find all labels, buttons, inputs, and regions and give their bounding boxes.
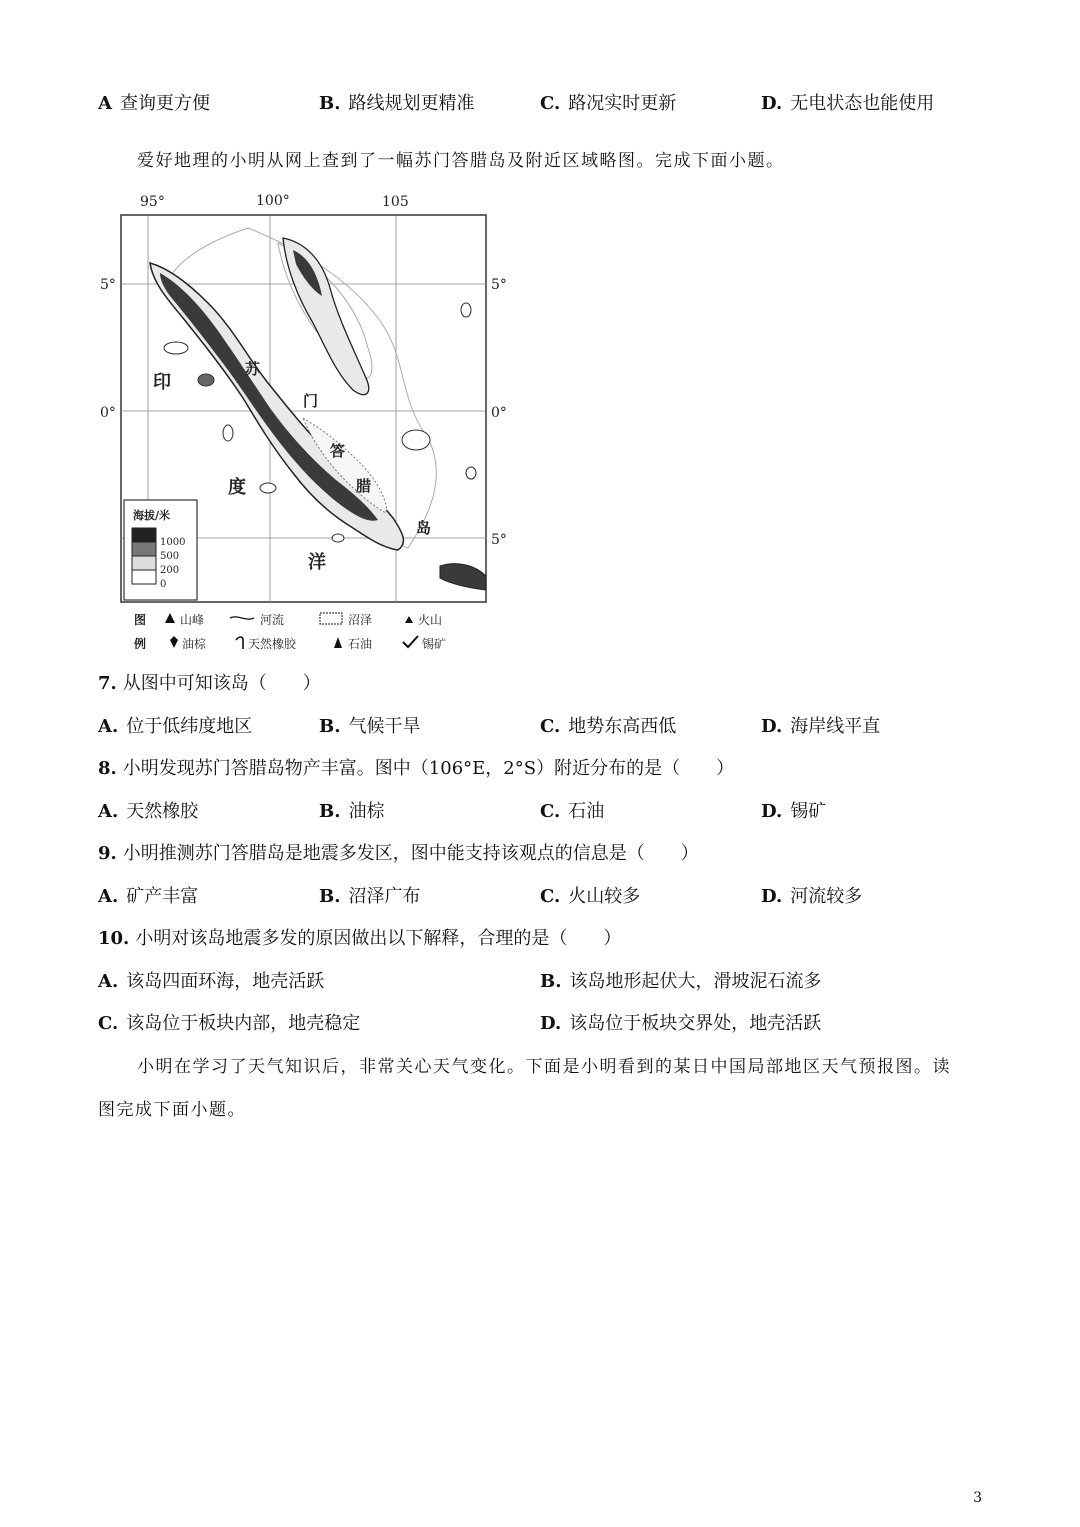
- petroleum-icon: [334, 637, 342, 648]
- question-9: [98, 843, 699, 865]
- elevation-swatch-sea: [132, 570, 156, 584]
- legend-item: 锡矿: [422, 637, 447, 651]
- question-text: 小明对该岛地震多发的原因做出以下解释，合理的是（ ）: [135, 928, 622, 949]
- q7-option-d: [761, 716, 880, 738]
- option-key: D.: [761, 93, 783, 114]
- lon-label-100: 100°: [256, 193, 290, 209]
- option-key: C.: [540, 801, 561, 822]
- question-number: 7.: [98, 673, 117, 694]
- option-text: 路况实时更新: [568, 93, 677, 114]
- legend-item: 沼泽: [348, 613, 373, 627]
- option-key: C.: [540, 716, 561, 737]
- swamp-icon: [320, 613, 342, 624]
- option-text: 路线规划更精准: [348, 93, 475, 114]
- option-text: 该岛位于板块内部，地壳稳定: [126, 1013, 361, 1034]
- q7-option-b: [319, 716, 420, 738]
- small-island: [461, 303, 471, 317]
- option-key: C.: [540, 886, 561, 907]
- river-icon: [230, 617, 254, 619]
- question-text: 小明推测苏门答腊岛是地震多发区，图中能支持该观点的信息是（ ）: [122, 843, 699, 864]
- lon-label-95: 95°: [140, 194, 165, 210]
- option-text: 火山较多: [568, 886, 641, 907]
- mountain-peak-icon: [165, 613, 175, 623]
- ocean-char-1: 印: [153, 372, 171, 393]
- ocean-char-2: 度: [228, 477, 246, 498]
- option-text: 油棕: [348, 801, 385, 822]
- q10-option-c: [98, 1013, 360, 1035]
- island-char-2: 门: [303, 392, 319, 410]
- option-text: 沼泽广布: [348, 886, 421, 907]
- legend-item: 天然橡胶: [248, 637, 297, 651]
- option-key: D.: [761, 886, 783, 907]
- question-text: 小明发现苏门答腊岛物产丰富。图中（106°E，2°S）附近分布的是（ ）: [122, 758, 735, 779]
- elevation-legend-title: 海拔/米: [133, 509, 171, 522]
- question-8: [98, 758, 734, 780]
- question-number: 8.: [98, 758, 117, 779]
- lat-label-left-0: 0°: [100, 405, 116, 421]
- island-char-3: 答: [330, 442, 346, 460]
- q9-option-c: [540, 886, 640, 908]
- q10-option-d: [540, 1013, 821, 1035]
- question-7: [98, 673, 321, 695]
- option-text: 气候干旱: [348, 716, 421, 737]
- lat-label-left-5n: 5°: [100, 277, 116, 293]
- option-text: 矿产丰富: [126, 886, 199, 907]
- option-text: 海岸线平直: [790, 716, 881, 737]
- island-char-4: 腊: [356, 477, 372, 495]
- tin-mine-icon: [403, 636, 418, 647]
- option-key: A.: [98, 801, 119, 822]
- q9-option-d: [761, 886, 862, 908]
- legend-item: 油棕: [182, 637, 207, 651]
- legend-label-tu: 图: [134, 613, 147, 627]
- option-key: D.: [761, 716, 783, 737]
- ocean-char-3: 洋: [308, 552, 326, 573]
- option-key: C.: [540, 93, 561, 114]
- q7-option-c: [540, 716, 676, 738]
- elevation-level: 200: [160, 565, 180, 576]
- option-text: 无电状态也能使用: [790, 93, 935, 114]
- legend-item: 山峰: [180, 613, 205, 627]
- q8-option-a: [98, 801, 198, 823]
- small-island: [260, 483, 276, 493]
- intro-paragraph-2-line-1: 小明在学习了天气知识后，非常关心天气变化。下面是小明看到的某日中国局部地区天气预报图。读: [137, 1057, 951, 1077]
- q9-option-b: [319, 886, 420, 908]
- small-island: [198, 374, 214, 386]
- question-text: 从图中可知该岛（ ）: [122, 673, 321, 694]
- legend-item: 火山: [418, 613, 443, 627]
- island-char-5: 岛: [416, 519, 432, 537]
- volcano-icon: [405, 616, 413, 623]
- sumatra-map-figure: [98, 188, 507, 653]
- option-key: B.: [319, 93, 341, 114]
- option-key: D.: [540, 1013, 562, 1034]
- legend-item: 河流: [260, 613, 285, 627]
- option-key: B.: [319, 801, 341, 822]
- lat-label-right-5n: 5°: [491, 277, 507, 293]
- q8-option-c: [540, 801, 604, 823]
- option-key: C.: [98, 1013, 119, 1034]
- option-text: 该岛位于板块交界处，地壳活跃: [569, 1013, 822, 1034]
- option-text: 查询更方便: [119, 93, 210, 114]
- option-key: A.: [98, 716, 119, 737]
- option-key: A.: [98, 886, 119, 907]
- option-key: D.: [761, 801, 783, 822]
- q8-option-d: [761, 801, 826, 823]
- q6-option-a: [98, 93, 210, 115]
- option-text: 河流较多: [790, 886, 863, 907]
- option-text: 该岛地形起伏大，滑坡泥石流多: [569, 971, 822, 992]
- q8-option-b: [319, 801, 384, 823]
- option-key: B.: [319, 716, 341, 737]
- option-text: 石油: [568, 801, 605, 822]
- lat-label-right-5s: 5°: [491, 532, 507, 548]
- option-text: 地势东高西低: [568, 716, 677, 737]
- q7-option-a: [98, 716, 252, 738]
- q10-option-a: [98, 971, 324, 993]
- q6-option-b: [319, 93, 474, 115]
- elevation-level: 1000: [160, 537, 186, 548]
- small-island: [402, 430, 430, 450]
- question-number: 10.: [98, 928, 130, 949]
- elevation-swatch-high: [132, 528, 156, 542]
- option-text: 天然橡胶: [126, 801, 199, 822]
- elevation-level: 500: [160, 551, 180, 562]
- elevation-level: 0: [160, 579, 167, 590]
- legend-label-li: 例: [134, 637, 147, 651]
- island-char-1: 苏: [245, 360, 261, 378]
- small-island: [223, 425, 233, 441]
- legend-item: 石油: [348, 637, 373, 651]
- q9-option-a: [98, 886, 198, 908]
- option-key: B.: [540, 971, 562, 992]
- small-island: [466, 467, 476, 479]
- q6-option-c: [540, 93, 676, 115]
- question-10: [98, 928, 621, 950]
- rubber-icon: [236, 637, 243, 649]
- question-number: 9.: [98, 843, 117, 864]
- small-island: [164, 342, 188, 354]
- option-text: 位于低纬度地区: [126, 716, 253, 737]
- intro-paragraph-1: 爱好地理的小明从网上查到了一幅苏门答腊岛及附近区域略图。完成下面小题。: [137, 151, 785, 171]
- page-number: 3: [973, 1490, 982, 1506]
- option-key: B.: [319, 886, 341, 907]
- q6-option-d: [761, 93, 934, 115]
- elevation-swatch-mid: [132, 542, 156, 556]
- lat-label-right-0: 0°: [491, 405, 507, 421]
- option-text: 该岛四面环海，地壳活跃: [126, 971, 325, 992]
- intro-paragraph-2-line-2: 图完成下面小题。: [98, 1100, 246, 1120]
- q10-option-b: [540, 971, 821, 993]
- option-key: A.: [98, 971, 119, 992]
- elevation-swatch-low: [132, 556, 156, 570]
- lon-label-105: 105: [382, 194, 409, 210]
- oil-palm-icon: [170, 636, 178, 648]
- option-text: 锡矿: [790, 801, 827, 822]
- option-key: A: [98, 93, 112, 114]
- small-island: [332, 534, 344, 542]
